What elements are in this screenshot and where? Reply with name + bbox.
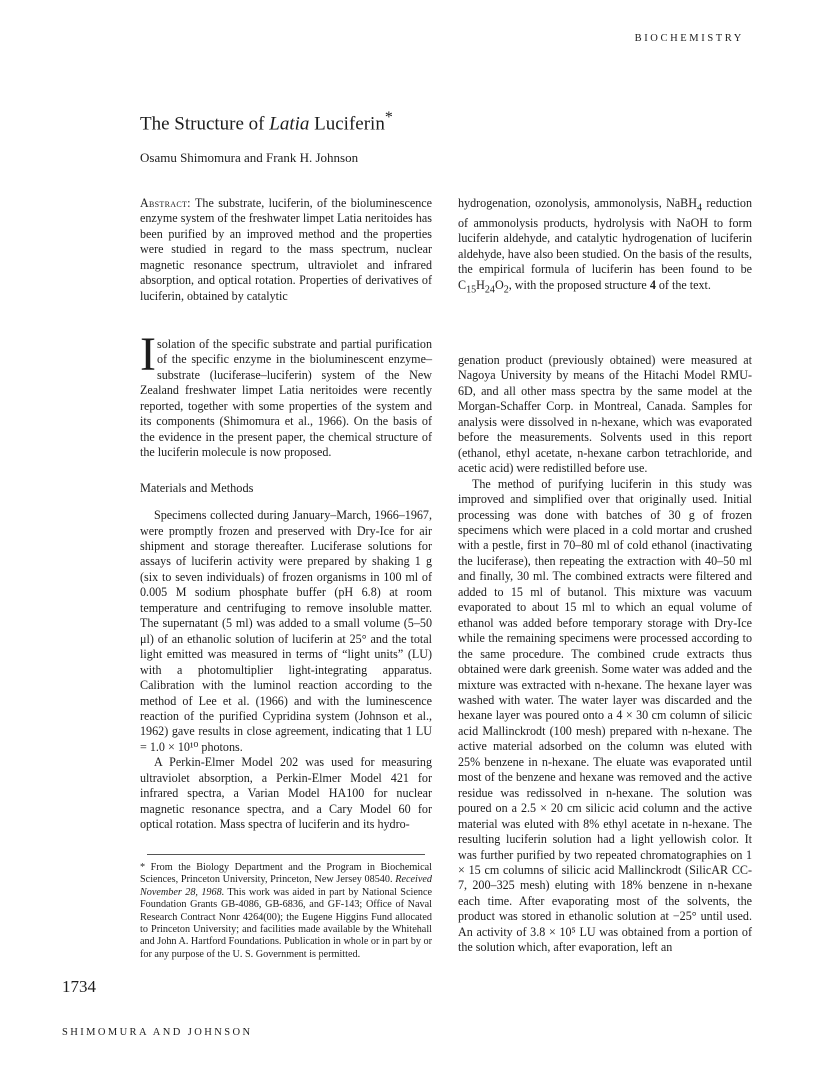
- abstract-text-a: hydrogenation, ozonolysis, ammonolysis, NaBH: [458, 196, 697, 210]
- title-text: The Structure of: [140, 113, 270, 135]
- drop-cap: I: [140, 328, 156, 381]
- abstract-text-b: reduction of ammonolysis products, hydrolysis with NaOH to form luciferin aldehyde, and catalytic hydrogenation of luciferin aldehyde, have also been studied. On the basis of the results, the empirical formula of luciferin has been found to be C: [458, 196, 753, 292]
- article-authors: Osamu Shimomura and Frank H. Johnson: [140, 150, 359, 165]
- purification-paragraph: The method of purifying luciferin in this study was improved and simplified over that originally used. Initial processing was done with batches of 30 g of frozen specimens which were placed in a cold mortar and crushed with a pestle, first in 70–80 ml of cold ethanol (inactivating the luciferase), then repeating the extraction with 40–50 ml and finally, 30 ml. The combined extracts were filtered and added to 15 ml of butanol. This mixture was vacuum evaporated to about 15 ml to which an equal volume of ethanol was added before temporary storage with Dry-Ice while the remaining specimens were processed according to the same procedure. The combined crude extracts thus obtained were dark greenish. Some water was added and the mixture was extracted with n-hexane. The hexane layer was washed with water. The water layer was discarded and the hexane layer was poured onto a 4 × 30 cm column of silicic acid Mallinckrodt (100 mesh) prepared with n-hexane. The active material adsorbed on the column was eluted with 25% benzene in n-hexane. The eluate was evaporated until most of the benzene and hexane was removed and the active residue was redissolved in n-hexane. The solution was poured on a 2.5 × 20 cm silicic acid column and the active material was eluted with 8% ethyl acetate in n-hexane. The resulting luciferin solution had a light yellowish color. It was further purified by two repeated chromatographies on 1 × 15 cm columns of silicic acid Mallinckrodt (SilicAR CC-7, 200–325 mesh) eluting with 18% benzene in n-hexane each time. After evaporating most of the solvents, the product was stored in ethanolic solution at −25° until used. An activity of 3.8 × 10⁵ LU was obtained from a portion of the solution which, after evaporation, left an: [458, 476, 752, 955]
- formula-o: O: [494, 277, 504, 292]
- abstract-text-d: of the text.: [655, 277, 711, 292]
- formula-c-sub: 15: [466, 284, 477, 296]
- abstract-text-c: , with the proposed structure: [508, 277, 650, 292]
- footnote-text-b: This work was aided in part by National Science Foundation Grants GB-4086, GB-6836, and GF-143; Office of Naval Research Contract Nonr 4264(00); the Eugene Higgins Fund allocated to Princeton University; and facilities made available by the Whitehall and John A. Hartford Foundations. Publication in whole or in part by or for any purpose of the U. S. Government is permitted.: [140, 886, 433, 960]
- footnote-rule: [147, 854, 425, 855]
- structure-number: 4: [649, 277, 656, 292]
- abstract-right: [458, 196, 752, 298]
- continued-paragraph: genation product (previously obtained) were measured at Nagoya University by means of the Hitachi Model RMU-6D, and all other mass spectra by the same model at the Morgan-Schaffer Corp. in Montreal, Canada. Samples for analysis were dissolved in n-hexane, which was evaporated before the measurements. Solvents used in this report (ethanol, ethyl acetate, n-hexane carbon tetrachloride, and acetic acid) were redistilled before use.: [458, 353, 752, 476]
- abstract-left: [140, 196, 432, 304]
- abstract-label: Abstract:: [140, 196, 191, 210]
- footnote-received: Received November 28, 1968.: [140, 874, 432, 898]
- article-title: [140, 109, 393, 135]
- journal-name: BIOCHEMISTRY: [634, 33, 744, 44]
- intro-paragraph: [140, 328, 432, 461]
- abstract-sub: 4: [696, 202, 703, 214]
- page-number: 1734: [62, 977, 96, 996]
- abstract-text-left: The substrate, luciferin, of the bioluminescence enzyme system of the freshwater limpet Latia neritoides has been purified by an improved method and the properties were studied in regard to the mass spectrum, nuclear magnetic resonance spectrum, ultraviolet and infrared absorption, and optical rotation. Properties of derivatives of luciferin, obtained by catalytic: [140, 196, 432, 303]
- body-column-right: [458, 353, 752, 956]
- methods-paragraph-1: Specimens collected during January–March, 1966–1967, were promptly frozen and preserved with Dry-Ice for air shipment and storage thereafter. Luciferase solutions for assays of luciferin activity were prepared by shaking 1 g (six to seven individuals) of frozen organisms in 100 ml of 0.005 M sodium phosphate buffer (pH 6.8) at room temperature and centrifuging to remove insoluble matter. The supernatant (5 ml) was added to a small volume (5–50 μl) of an ethanolic solution of luciferin at 25° and the total light emitted was measured in terms of “light units” (LU) with a photomultiplier light-integrating apparatus. Calibration with the luminol reaction according to the method of Lee et al. (1966) and with the luminescence reaction of the purified Cypridina system (Johnson et al., 1962) gave results in close agreement, indicating that 1 LU = 1.0 × 10¹⁰ photons.: [140, 508, 432, 754]
- section-heading: Materials and Methods: [140, 480, 254, 495]
- footnote-mark: *: [140, 862, 146, 873]
- formula-o-sub: 2: [503, 284, 509, 296]
- running-head: SHIMOMURA AND JOHNSON: [62, 1027, 253, 1038]
- footnote: [140, 862, 432, 961]
- formula-h: H: [476, 277, 485, 292]
- title-footnote-mark: *: [384, 109, 393, 126]
- formula-h-sub: 24: [484, 284, 495, 296]
- body-column-left: [140, 328, 432, 833]
- footnote-text-a: From the Biology Department and the Program in Biochemical Sciences, Princeton University, Princeton, New Jersey 08540.: [140, 862, 432, 886]
- intro-text: solation of the specific substrate and partial purification of the specific enzyme in the bioluminescent enzyme–substrate (luciferase–luciferin) system of the New Zealand freshwater limpet Latia neritoides were recently reported, together with some properties of the system and its components (Shimomura et al., 1966). On the basis of the evidence in the present paper, the chemical structure of the luciferin molecule is now proposed.: [140, 337, 432, 460]
- title-text-end: Luciferin: [309, 113, 385, 135]
- title-genus: Latia: [269, 113, 310, 135]
- methods-paragraph-2: A Perkin-Elmer Model 202 was used for measuring ultraviolet absorption, a Perkin-Elmer Model 421 for infrared spectra, a Varian Model HA100 for nuclear magnetic resonance spectra, and a Cary Model 60 for optical rotation. Mass spectra of luciferin and its hydro-: [140, 755, 432, 832]
